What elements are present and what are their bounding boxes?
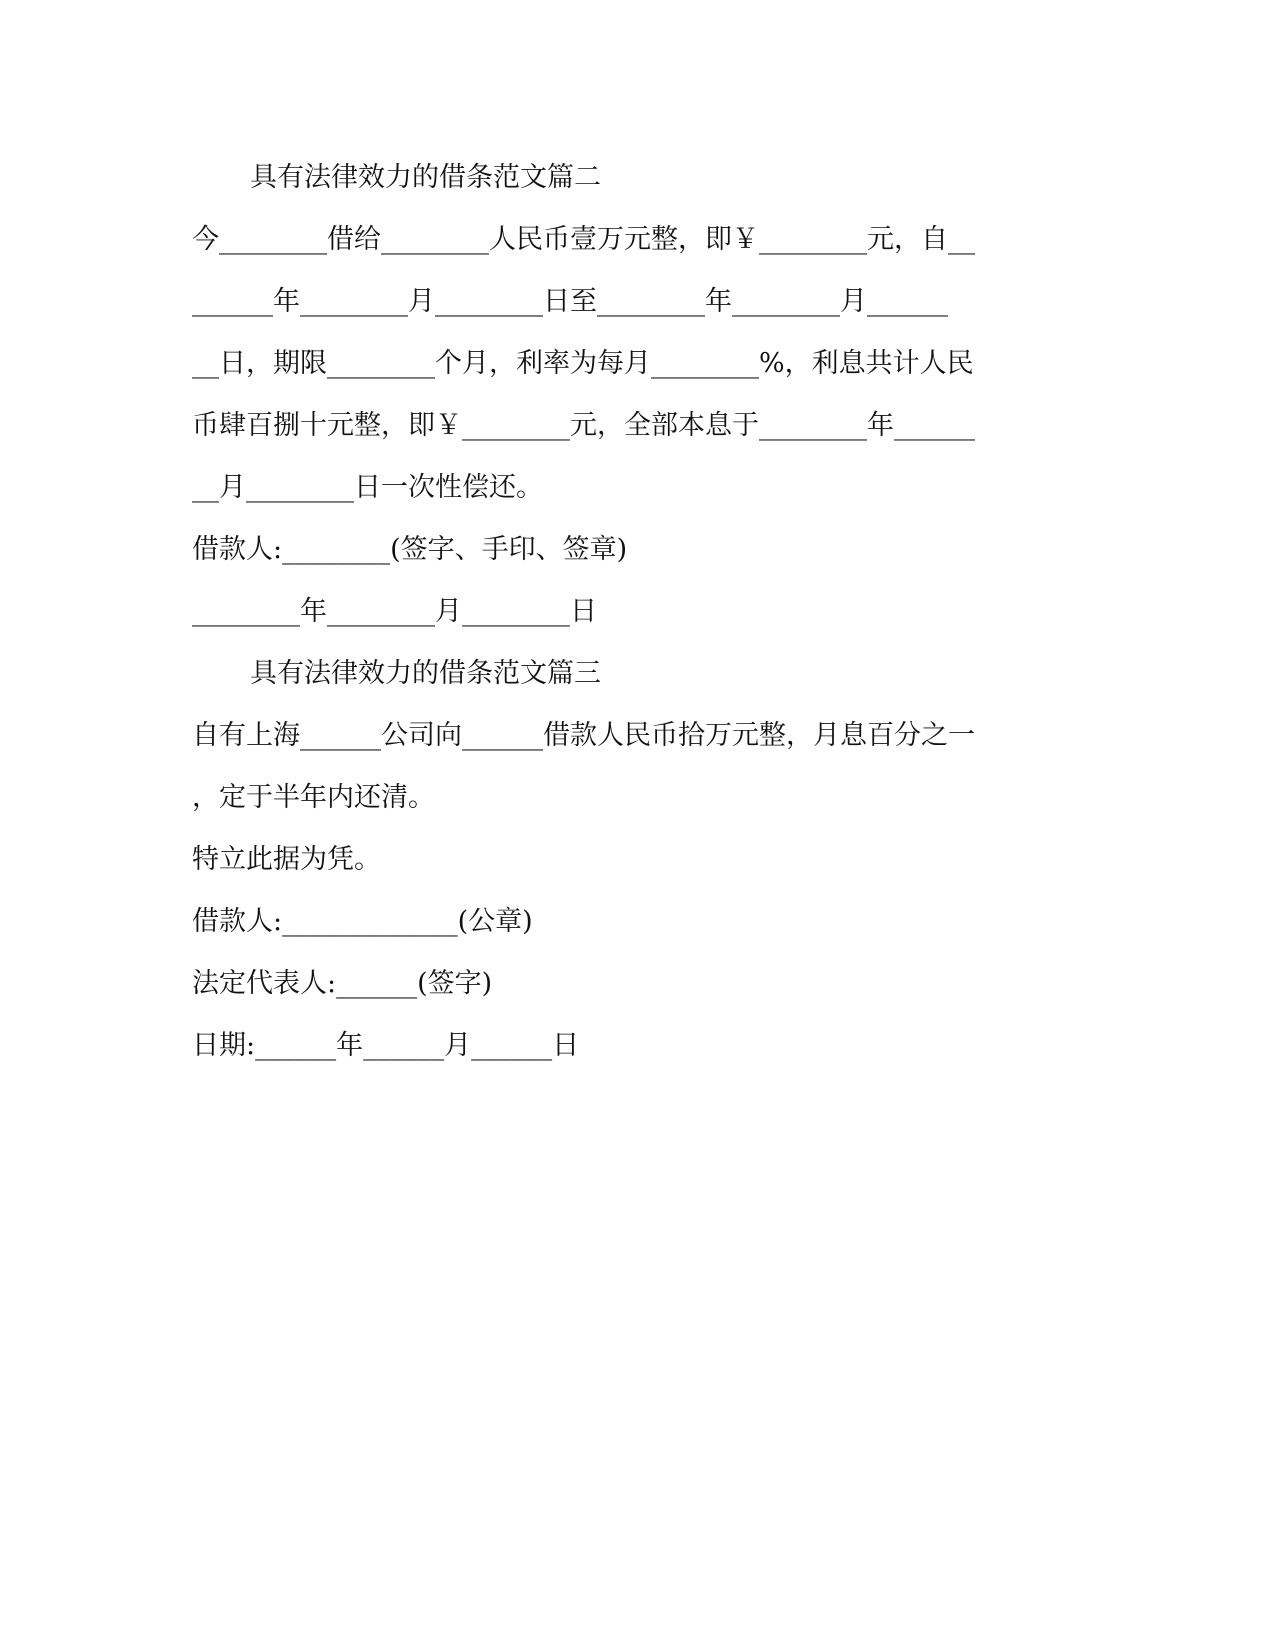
section2-paragraph-line-3: __日，期限________个月，利率为每月________%，利息共计人民 xyxy=(192,348,974,379)
section2-date-line: ________年________月________日 xyxy=(192,596,597,627)
section3-statement: 特立此据为凭。 xyxy=(192,844,381,875)
section3-date-line: 日期:______年______月______日 xyxy=(192,1030,580,1061)
section2-paragraph-line-5: __月________日一次性偿还。 xyxy=(192,472,543,503)
section2-borrower-line: 借款人:________(签字、手印、签章) xyxy=(192,534,628,565)
section2-paragraph-line-4: 币肆百捌十元整，即￥________元，全部本息于________年______ xyxy=(192,410,975,441)
section2-paragraph-line-2: ______年________月________日至________年________月______ xyxy=(192,286,948,317)
section2-paragraph-line-1: 今________借给________人民币壹万元整，即￥________元，自__ xyxy=(192,224,975,255)
section3-representative-line: 法定代表人:______(签字) xyxy=(192,968,493,999)
section3-paragraph-line-1: 自有上海______公司向______借款人民币拾万元整，月息百分之一 xyxy=(192,720,975,751)
section2-heading: 具有法律效力的借条范文篇二 xyxy=(250,162,601,193)
section3-borrower-line: 借款人:_____________(公章) xyxy=(192,906,533,937)
section3-heading: 具有法律效力的借条范文篇三 xyxy=(250,658,601,689)
section3-paragraph-line-2: ，定于半年内还清。 xyxy=(192,782,435,813)
